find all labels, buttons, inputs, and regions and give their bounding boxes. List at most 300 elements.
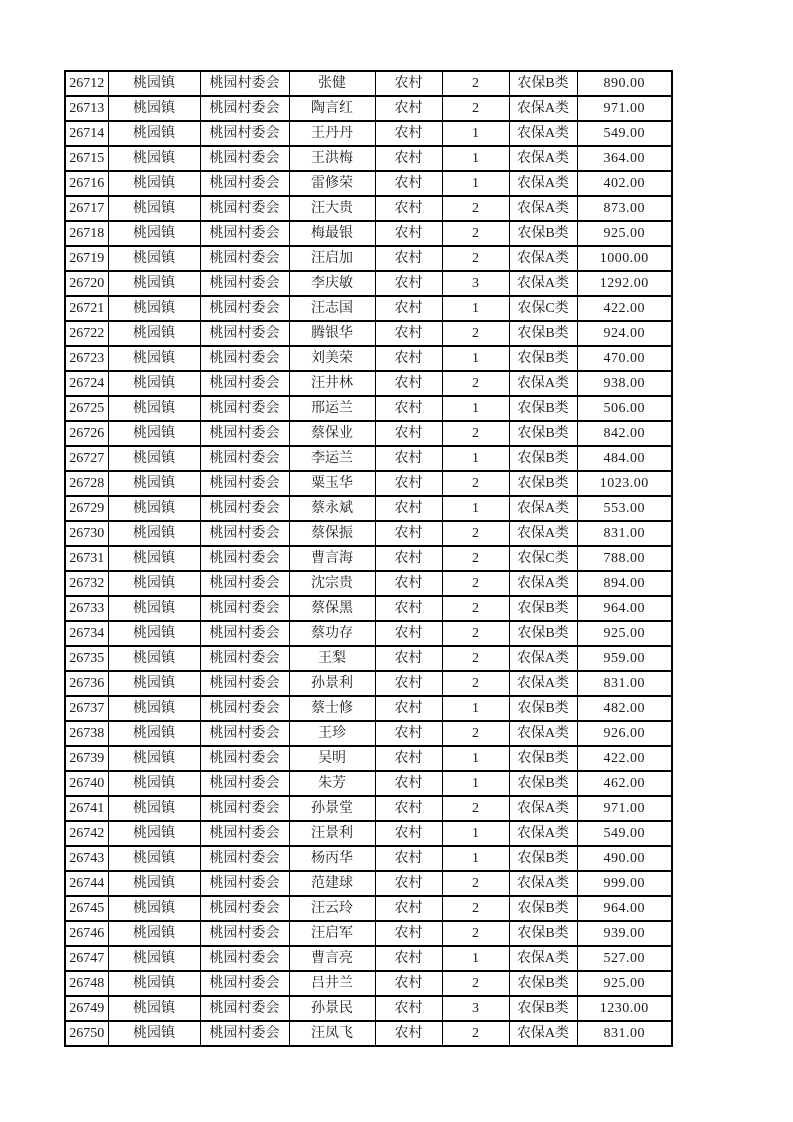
cell-town: 桃园镇 [108,246,200,271]
cell-amount: 549.00 [577,821,672,846]
cell-serial-number: 26737 [65,696,108,721]
cell-village-committee: 桃园村委会 [200,946,289,971]
cell-amount: 482.00 [577,696,672,721]
cell-residence-type: 农村 [375,821,442,846]
cell-person-name: 吴明 [289,746,375,771]
cell-residence-type: 农村 [375,321,442,346]
table-row [65,296,672,321]
cell-serial-number: 26729 [65,496,108,521]
cell-amount: 999.00 [577,871,672,896]
cell-village-committee: 桃园村委会 [200,596,289,621]
cell-village-committee: 桃园村委会 [200,421,289,446]
cell-residence-type: 农村 [375,371,442,396]
cell-residence-type: 农村 [375,196,442,221]
cell-serial-number: 26712 [65,71,108,96]
cell-person-count: 2 [442,671,509,696]
cell-village-committee: 桃园村委会 [200,646,289,671]
cell-town: 桃园镇 [108,521,200,546]
table-row [65,971,672,996]
cell-village-committee: 桃园村委会 [200,696,289,721]
cell-village-committee: 桃园村委会 [200,571,289,596]
table-row [65,146,672,171]
cell-serial-number: 26728 [65,471,108,496]
cell-serial-number: 26733 [65,596,108,621]
cell-amount: 484.00 [577,446,672,471]
cell-amount: 831.00 [577,521,672,546]
cell-town: 桃园镇 [108,696,200,721]
cell-person-count: 2 [442,521,509,546]
cell-insurance-category: 农保A类 [509,646,577,671]
cell-amount: 1230.00 [577,996,672,1021]
table-row [65,371,672,396]
cell-amount: 1292.00 [577,271,672,296]
cell-residence-type: 农村 [375,671,442,696]
cell-village-committee: 桃园村委会 [200,871,289,896]
cell-person-count: 2 [442,571,509,596]
cell-serial-number: 26740 [65,771,108,796]
cell-serial-number: 26745 [65,896,108,921]
cell-serial-number: 26736 [65,671,108,696]
cell-amount: 939.00 [577,921,672,946]
cell-person-count: 2 [442,96,509,121]
cell-insurance-category: 农保B类 [509,696,577,721]
cell-amount: 971.00 [577,796,672,821]
table-row [65,621,672,646]
cell-residence-type: 农村 [375,471,442,496]
cell-village-committee: 桃园村委会 [200,371,289,396]
table-row [65,321,672,346]
cell-insurance-category: 农保B类 [509,921,577,946]
cell-village-committee: 桃园村委会 [200,246,289,271]
cell-village-committee: 桃园村委会 [200,546,289,571]
cell-village-committee: 桃园村委会 [200,196,289,221]
cell-insurance-category: 农保B类 [509,471,577,496]
cell-town: 桃园镇 [108,821,200,846]
cell-person-name: 王丹丹 [289,121,375,146]
cell-serial-number: 26741 [65,796,108,821]
cell-amount: 831.00 [577,671,672,696]
cell-person-count: 3 [442,996,509,1021]
cell-amount: 959.00 [577,646,672,671]
cell-amount: 462.00 [577,771,672,796]
cell-amount: 1023.00 [577,471,672,496]
cell-amount: 831.00 [577,1021,672,1046]
cell-insurance-category: 农保A类 [509,96,577,121]
cell-amount: 490.00 [577,846,672,871]
cell-village-committee: 桃园村委会 [200,846,289,871]
cell-person-name: 王珍 [289,721,375,746]
cell-amount: 402.00 [577,171,672,196]
cell-village-committee: 桃园村委会 [200,521,289,546]
table-row [65,896,672,921]
cell-amount: 890.00 [577,71,672,96]
cell-serial-number: 26727 [65,446,108,471]
cell-insurance-category: 农保A类 [509,721,577,746]
cell-serial-number: 26742 [65,821,108,846]
cell-town: 桃园镇 [108,721,200,746]
cell-person-count: 2 [442,321,509,346]
cell-person-count: 2 [442,871,509,896]
cell-person-name: 张健 [289,71,375,96]
cell-insurance-category: 农保B类 [509,746,577,771]
cell-person-name: 曹言海 [289,546,375,571]
cell-town: 桃园镇 [108,346,200,371]
cell-town: 桃园镇 [108,196,200,221]
cell-insurance-category: 农保B类 [509,221,577,246]
cell-person-name: 王梨 [289,646,375,671]
cell-serial-number: 26746 [65,921,108,946]
cell-village-committee: 桃园村委会 [200,671,289,696]
cell-person-name: 范建球 [289,871,375,896]
table-row [65,746,672,771]
cell-person-name: 汪景利 [289,821,375,846]
cell-town: 桃园镇 [108,171,200,196]
cell-village-committee: 桃园村委会 [200,121,289,146]
cell-person-count: 2 [442,721,509,746]
cell-person-name: 杨丙华 [289,846,375,871]
cell-amount: 549.00 [577,121,672,146]
cell-town: 桃园镇 [108,971,200,996]
cell-amount: 938.00 [577,371,672,396]
cell-amount: 964.00 [577,596,672,621]
cell-insurance-category: 农保A类 [509,371,577,396]
cell-insurance-category: 农保B类 [509,421,577,446]
table-row [65,96,672,121]
cell-person-count: 1 [442,146,509,171]
cell-person-count: 2 [442,246,509,271]
cell-insurance-category: 农保A类 [509,1021,577,1046]
cell-serial-number: 26748 [65,971,108,996]
cell-residence-type: 农村 [375,446,442,471]
cell-serial-number: 26732 [65,571,108,596]
cell-person-count: 1 [442,296,509,321]
cell-person-count: 1 [442,171,509,196]
cell-village-committee: 桃园村委会 [200,996,289,1021]
cell-serial-number: 26714 [65,121,108,146]
cell-amount: 553.00 [577,496,672,521]
cell-village-committee: 桃园村委会 [200,171,289,196]
cell-residence-type: 农村 [375,571,442,596]
cell-person-name: 陶言红 [289,96,375,121]
table-row [65,921,672,946]
table-row [65,871,672,896]
cell-residence-type: 农村 [375,696,442,721]
cell-town: 桃园镇 [108,1021,200,1046]
cell-person-count: 2 [442,621,509,646]
cell-insurance-category: 农保B类 [509,396,577,421]
cell-person-count: 1 [442,396,509,421]
cell-town: 桃园镇 [108,321,200,346]
cell-town: 桃园镇 [108,371,200,396]
table-row [65,1021,672,1046]
cell-amount: 894.00 [577,571,672,596]
table-row [65,496,672,521]
cell-insurance-category: 农保A类 [509,496,577,521]
cell-town: 桃园镇 [108,296,200,321]
cell-village-committee: 桃园村委会 [200,771,289,796]
cell-residence-type: 农村 [375,1021,442,1046]
cell-insurance-category: 农保A类 [509,196,577,221]
cell-person-name: 梅最银 [289,221,375,246]
table-row [65,846,672,871]
cell-serial-number: 26723 [65,346,108,371]
cell-town: 桃园镇 [108,421,200,446]
cell-insurance-category: 农保B类 [509,846,577,871]
cell-amount: 470.00 [577,346,672,371]
cell-insurance-category: 农保C类 [509,546,577,571]
cell-person-name: 汪凤飞 [289,1021,375,1046]
cell-serial-number: 26713 [65,96,108,121]
cell-serial-number: 26717 [65,196,108,221]
cell-residence-type: 农村 [375,796,442,821]
cell-amount: 788.00 [577,546,672,571]
cell-person-count: 2 [442,971,509,996]
cell-residence-type: 农村 [375,596,442,621]
cell-residence-type: 农村 [375,871,442,896]
cell-town: 桃园镇 [108,271,200,296]
cell-residence-type: 农村 [375,846,442,871]
table-row [65,721,672,746]
cell-person-count: 2 [442,796,509,821]
cell-insurance-category: 农保B类 [509,621,577,646]
cell-town: 桃园镇 [108,621,200,646]
cell-person-count: 1 [442,121,509,146]
table-row [65,271,672,296]
cell-village-committee: 桃园村委会 [200,471,289,496]
table-row [65,171,672,196]
cell-serial-number: 26722 [65,321,108,346]
table-row [65,771,672,796]
cell-amount: 842.00 [577,421,672,446]
table-row [65,71,672,96]
cell-amount: 527.00 [577,946,672,971]
cell-village-committee: 桃园村委会 [200,821,289,846]
cell-residence-type: 农村 [375,721,442,746]
cell-serial-number: 26735 [65,646,108,671]
table-body [65,71,672,1046]
cell-residence-type: 农村 [375,96,442,121]
cell-residence-type: 农村 [375,646,442,671]
cell-residence-type: 农村 [375,296,442,321]
cell-person-count: 1 [442,846,509,871]
cell-insurance-category: 农保B类 [509,346,577,371]
cell-insurance-category: 农保A类 [509,171,577,196]
cell-serial-number: 26721 [65,296,108,321]
cell-village-committee: 桃园村委会 [200,271,289,296]
cell-town: 桃园镇 [108,396,200,421]
cell-person-name: 沈宗贵 [289,571,375,596]
cell-serial-number: 26720 [65,271,108,296]
cell-person-count: 2 [442,421,509,446]
cell-village-committee: 桃园村委会 [200,446,289,471]
cell-village-committee: 桃园村委会 [200,746,289,771]
cell-residence-type: 农村 [375,171,442,196]
table-row [65,396,672,421]
cell-town: 桃园镇 [108,946,200,971]
cell-residence-type: 农村 [375,421,442,446]
cell-person-count: 2 [442,896,509,921]
table-row [65,571,672,596]
cell-insurance-category: 农保A类 [509,946,577,971]
cell-insurance-category: 农保A类 [509,246,577,271]
cell-town: 桃园镇 [108,146,200,171]
cell-residence-type: 农村 [375,71,442,96]
cell-town: 桃园镇 [108,596,200,621]
cell-amount: 924.00 [577,321,672,346]
cell-serial-number: 26744 [65,871,108,896]
cell-village-committee: 桃园村委会 [200,796,289,821]
cell-village-committee: 桃园村委会 [200,346,289,371]
table-row [65,121,672,146]
cell-person-name: 汪云玲 [289,896,375,921]
cell-village-committee: 桃园村委会 [200,496,289,521]
cell-person-name: 朱芳 [289,771,375,796]
cell-person-count: 2 [442,371,509,396]
table-row [65,196,672,221]
cell-person-name: 汪启军 [289,921,375,946]
cell-insurance-category: 农保A类 [509,871,577,896]
cell-person-count: 2 [442,546,509,571]
cell-village-committee: 桃园村委会 [200,96,289,121]
cell-insurance-category: 农保B类 [509,71,577,96]
cell-town: 桃园镇 [108,496,200,521]
insurance-roster-table [64,70,673,1047]
cell-insurance-category: 农保B类 [509,446,577,471]
cell-amount: 873.00 [577,196,672,221]
cell-village-committee: 桃园村委会 [200,896,289,921]
cell-insurance-category: 农保A类 [509,796,577,821]
cell-town: 桃园镇 [108,796,200,821]
cell-person-count: 1 [442,746,509,771]
cell-residence-type: 农村 [375,146,442,171]
cell-serial-number: 26718 [65,221,108,246]
cell-person-count: 2 [442,71,509,96]
cell-residence-type: 农村 [375,246,442,271]
cell-person-name: 孙景利 [289,671,375,696]
cell-serial-number: 26749 [65,996,108,1021]
cell-amount: 925.00 [577,621,672,646]
table-row [65,821,672,846]
table-row [65,521,672,546]
cell-insurance-category: 农保B类 [509,771,577,796]
cell-serial-number: 26725 [65,396,108,421]
table-row [65,696,672,721]
cell-person-name: 孙景民 [289,996,375,1021]
cell-town: 桃园镇 [108,871,200,896]
cell-amount: 925.00 [577,221,672,246]
cell-residence-type: 农村 [375,346,442,371]
table-row [65,946,672,971]
cell-person-count: 2 [442,596,509,621]
cell-serial-number: 26750 [65,1021,108,1046]
cell-person-count: 3 [442,271,509,296]
cell-residence-type: 农村 [375,621,442,646]
table-row [65,646,672,671]
cell-insurance-category: 农保A类 [509,821,577,846]
table-row [65,446,672,471]
cell-village-committee: 桃园村委会 [200,721,289,746]
cell-residence-type: 农村 [375,521,442,546]
cell-serial-number: 26719 [65,246,108,271]
cell-town: 桃园镇 [108,846,200,871]
cell-amount: 422.00 [577,296,672,321]
cell-person-name: 腾银华 [289,321,375,346]
cell-person-name: 蔡保业 [289,421,375,446]
cell-person-count: 1 [442,821,509,846]
cell-residence-type: 农村 [375,546,442,571]
cell-person-name: 蔡保黑 [289,596,375,621]
cell-person-name: 李庆敏 [289,271,375,296]
cell-village-committee: 桃园村委会 [200,321,289,346]
cell-village-committee: 桃园村委会 [200,971,289,996]
cell-village-committee: 桃园村委会 [200,396,289,421]
cell-person-name: 王洪梅 [289,146,375,171]
cell-person-name: 蔡士修 [289,696,375,721]
cell-town: 桃园镇 [108,546,200,571]
cell-town: 桃园镇 [108,446,200,471]
cell-person-name: 汪大贵 [289,196,375,221]
cell-serial-number: 26739 [65,746,108,771]
cell-serial-number: 26730 [65,521,108,546]
table-row [65,221,672,246]
cell-person-name: 汪启加 [289,246,375,271]
cell-insurance-category: 农保A类 [509,671,577,696]
cell-insurance-category: 农保C类 [509,296,577,321]
cell-serial-number: 26747 [65,946,108,971]
cell-town: 桃园镇 [108,746,200,771]
cell-person-name: 刘美荣 [289,346,375,371]
cell-residence-type: 农村 [375,396,442,421]
cell-residence-type: 农村 [375,221,442,246]
cell-insurance-category: 农保B类 [509,896,577,921]
cell-amount: 1000.00 [577,246,672,271]
cell-person-count: 1 [442,496,509,521]
cell-amount: 422.00 [577,746,672,771]
cell-person-count: 2 [442,921,509,946]
table-row [65,246,672,271]
cell-village-committee: 桃园村委会 [200,146,289,171]
cell-person-name: 粟玉华 [289,471,375,496]
table-row [65,346,672,371]
cell-serial-number: 26726 [65,421,108,446]
cell-person-name: 曹言亮 [289,946,375,971]
table-row [65,546,672,571]
cell-person-name: 蔡功存 [289,621,375,646]
cell-residence-type: 农村 [375,121,442,146]
cell-amount: 506.00 [577,396,672,421]
cell-town: 桃园镇 [108,71,200,96]
cell-insurance-category: 农保A类 [509,571,577,596]
cell-insurance-category: 农保A类 [509,146,577,171]
cell-town: 桃园镇 [108,771,200,796]
cell-person-count: 2 [442,1021,509,1046]
cell-serial-number: 26743 [65,846,108,871]
cell-residence-type: 农村 [375,896,442,921]
cell-amount: 364.00 [577,146,672,171]
cell-insurance-category: 农保B类 [509,321,577,346]
cell-residence-type: 农村 [375,971,442,996]
cell-town: 桃园镇 [108,471,200,496]
cell-insurance-category: 农保A类 [509,521,577,546]
cell-residence-type: 农村 [375,946,442,971]
table-row [65,671,672,696]
cell-serial-number: 26715 [65,146,108,171]
cell-person-count: 2 [442,471,509,496]
cell-person-count: 2 [442,221,509,246]
cell-town: 桃园镇 [108,96,200,121]
cell-person-count: 2 [442,646,509,671]
cell-insurance-category: 农保B类 [509,596,577,621]
